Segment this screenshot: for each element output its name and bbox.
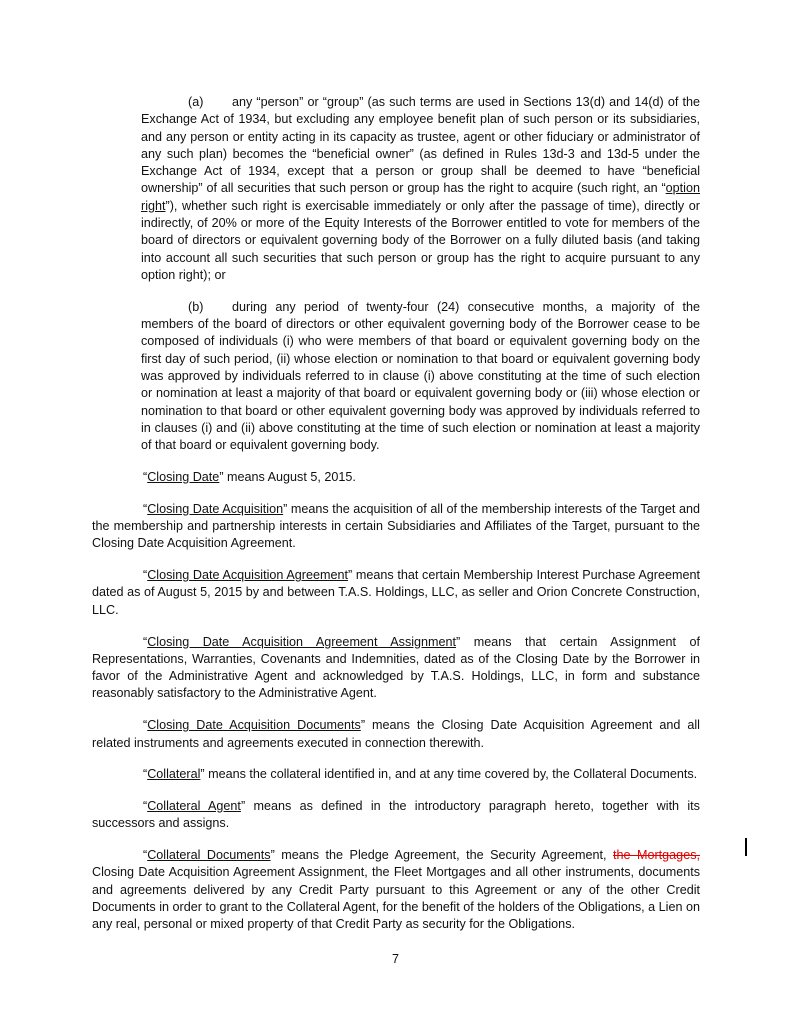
defined-term: Collateral bbox=[147, 767, 201, 782]
clause-label: (b) bbox=[188, 299, 204, 314]
definition-closing-date-acquisition-agreement bbox=[92, 567, 700, 619]
quote: “ bbox=[143, 469, 148, 484]
clause-label: (a) bbox=[188, 95, 204, 109]
defined-term: Closing Date Acquisition Documents bbox=[147, 718, 361, 733]
defined-term: Collateral Agent bbox=[147, 799, 241, 814]
definition-text: ” means the Closing Date Acquisition Agreement and all related instruments and agreements executed in connection therewith. bbox=[92, 718, 700, 750]
definition-text: ” means that certain Assignment of Representations, Warranties, Covenants and Indemnities, dated as of the Closing Date by the Borrower in favor of the Administrative Agent and acknowledged by T.A.S. Holdings, LLC, in form and substance reasonably satisfactory to the Administrative Agent. bbox=[92, 634, 700, 701]
clause-text: any “person” or “group” (as such terms are used in Sections 13(d) and 14(d) of the Exchange Act of 1934, but excluding any employee benefit plan of such person or its subsidiaries, and any person or entity acting in its capacity as trustee, agent or other fiduciary or administrator of any such plan) becomes the “beneficial owner” (as defined in Rules 13d-3 and 13d-5 under the Exchange Act of 1934, except that a person or group shall be deemed to have “beneficial ownership” of all securities that such person or group has the right to acquire (such right, an “ bbox=[141, 95, 700, 196]
quote: “ bbox=[143, 568, 148, 583]
clause-text: ”), whether such right is exercisable immediately or only after the passage of time), directly or indirectly, of 20% or more of the Equity Interests of the Borrower entitled to vote for members of the board of directors or equivalent governing body of the Borrower on a fully diluted basis (and taking into account all such securities that such person or group has the right to acquire pursuant to any option right); or bbox=[141, 198, 700, 282]
quote: “ bbox=[143, 848, 148, 863]
defined-term: Closing Date Acquisition Agreement Assignment bbox=[147, 634, 457, 649]
defined-term: option right bbox=[141, 181, 700, 213]
quote: “ bbox=[143, 718, 148, 733]
defined-term: Closing Date Acquisition bbox=[147, 501, 284, 516]
definition-text: ” means as defined in the introductory paragraph hereto, together with its successors and assigns. bbox=[92, 799, 700, 831]
definition-closing-date bbox=[92, 469, 700, 486]
defined-term: Closing Date bbox=[147, 469, 220, 484]
definition-closing-date-acquisition-agreement-assignment bbox=[92, 634, 700, 703]
page-number: 7 bbox=[391, 952, 399, 966]
document-page bbox=[92, 94, 700, 948]
definition-collateral bbox=[92, 766, 700, 783]
defined-term: Closing Date Acquisition Agreement bbox=[147, 568, 348, 583]
definition-text: ” means the Pledge Agreement, the Security Agreement, bbox=[270, 848, 613, 863]
quote: “ bbox=[143, 501, 148, 516]
deleted-text: the Mortgages, bbox=[613, 848, 700, 863]
definition-text: ” means August 5, 2015. bbox=[219, 469, 356, 484]
definition-text: ” means the collateral identified in, and at any time covered by, the Collateral Documents. bbox=[200, 767, 698, 782]
definition-text: ” means the acquisition of all of the membership interests of the Target and the membership and partnership interests in certain Subsidiaries and Affiliates of the Target, pursuant to the Closing Date Acquisition Agreement. bbox=[92, 501, 700, 551]
definition-text: ” means that certain Membership Interest Purchase Agreement dated as of August 5, 2015 by and between T.A.S. Holdings, LLC, as seller and Orion Concrete Construction, LLC. bbox=[92, 568, 700, 617]
change-bar bbox=[745, 838, 747, 856]
clause-text: during any period of twenty-four (24) consecutive months, a majority of the members of the board of directors or other equivalent governing body of the Borrower cease to be composed of individuals (i) who were members of that board or equivalent governing body on the first day of such period, (ii) whose election or nomination to that board or equivalent governing body was approved by individuals referred to in clause (i) above constituting at the time of such election or nomination at least a majority of that board or equivalent governing body or (iii) whose election or nomination to that board or other equivalent governing body was approved by individuals referred to in clauses (i) and (ii) above constituting at the time of such election or nomination at least a majority of that board or equivalent governing body. bbox=[141, 299, 700, 453]
definition-collateral-documents bbox=[92, 847, 700, 933]
defined-term: Collateral Documents bbox=[147, 848, 271, 863]
definition-text: Closing Date Acquisition Agreement Assignment, the Fleet Mortgages and all other instruments, documents and agreements delivered by any Credit Party pursuant to this Agreement or any of the other Credit Documents in order to grant to the Collateral Agent, for the benefit of the holders of the Obligations, a Lien on any real, personal or mixed property of that Credit Party as security for the Obligations. bbox=[92, 865, 700, 932]
definition-collateral-agent bbox=[92, 798, 700, 833]
quote: “ bbox=[143, 767, 148, 782]
definition-closing-date-acquisition-documents bbox=[92, 717, 700, 752]
quote: “ bbox=[143, 634, 148, 649]
quote: “ bbox=[143, 799, 148, 814]
clause-a bbox=[141, 94, 700, 284]
definition-closing-date-acquisition bbox=[92, 501, 700, 553]
clause-b bbox=[141, 299, 700, 455]
